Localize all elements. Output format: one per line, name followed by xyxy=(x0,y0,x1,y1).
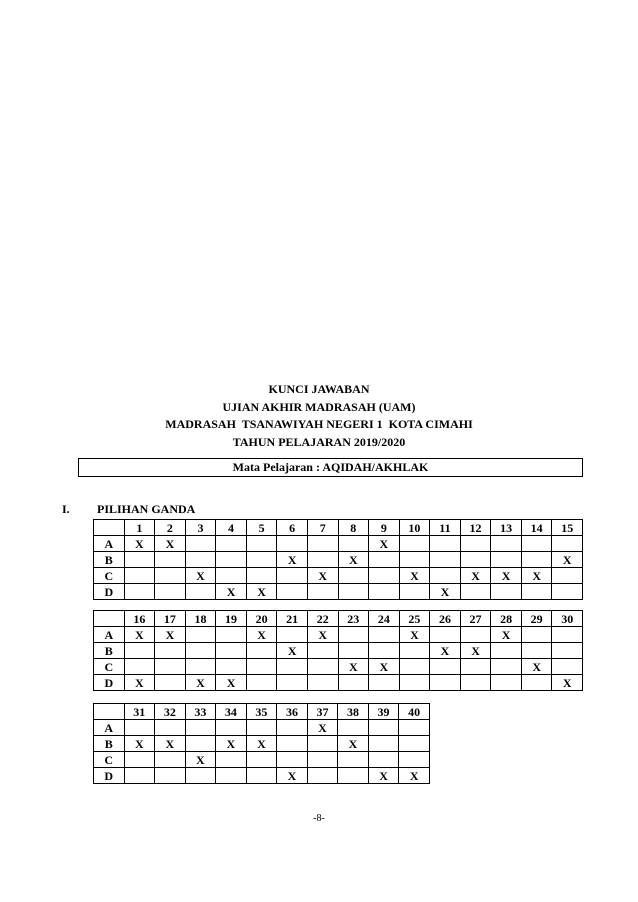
answer-cell: X xyxy=(124,736,155,752)
option-row xyxy=(94,552,583,568)
answer-cell: X xyxy=(399,627,430,643)
page-number: -8- xyxy=(313,813,325,824)
answer-cell xyxy=(155,752,186,768)
answer-cell: X xyxy=(277,643,308,659)
question-number: 19 xyxy=(216,611,247,627)
question-number: 25 xyxy=(399,611,430,627)
answer-cell: X xyxy=(246,627,277,643)
answer-cell xyxy=(185,736,216,752)
answer-cell: X xyxy=(338,659,369,675)
title-line-exam-name: UJIAN AKHIR MADRASAH (UAM) xyxy=(222,399,416,414)
answer-cell xyxy=(491,643,522,659)
option-label: B xyxy=(94,736,125,752)
answer-cell xyxy=(185,536,216,552)
answer-cell xyxy=(460,659,491,675)
option-label: B xyxy=(94,552,125,568)
answer-cell xyxy=(216,627,247,643)
option-row xyxy=(94,643,583,659)
question-number: 22 xyxy=(307,611,338,627)
answer-cell xyxy=(552,643,583,659)
answer-cell xyxy=(246,659,277,675)
answer-cell: X xyxy=(368,768,399,784)
answer-cell: X xyxy=(491,568,522,584)
answer-cell xyxy=(185,643,216,659)
answer-cell xyxy=(307,584,338,600)
title-line-school-name: MADRASAH TSANAWIYAH NEGERI 1 KOTA CIMAHI xyxy=(165,417,473,431)
answer-cell xyxy=(124,552,155,568)
option-label: C xyxy=(94,752,125,768)
answer-cell xyxy=(399,736,430,752)
question-number: 39 xyxy=(368,704,399,720)
answer-cell xyxy=(491,659,522,675)
answer-cell xyxy=(552,568,583,584)
answer-cell xyxy=(338,675,369,691)
answer-cell xyxy=(246,675,277,691)
answer-cell xyxy=(491,584,522,600)
question-number: 32 xyxy=(155,704,186,720)
answer-cell: X xyxy=(460,568,491,584)
answer-cell xyxy=(338,568,369,584)
answer-cell xyxy=(155,659,186,675)
answer-cell xyxy=(369,627,400,643)
answer-cell xyxy=(552,584,583,600)
option-label: A xyxy=(94,536,125,552)
answer-cell xyxy=(338,643,369,659)
answer-cell xyxy=(185,659,216,675)
answer-cell xyxy=(185,584,216,600)
question-number: 38 xyxy=(338,704,369,720)
answer-cell xyxy=(369,552,400,568)
subject-box: Mata Pelajaran : AQIDAH/AKHLAK xyxy=(78,458,583,477)
question-number: 31 xyxy=(124,704,155,720)
answer-cell xyxy=(307,675,338,691)
answer-cell xyxy=(307,536,338,552)
question-number: 5 xyxy=(246,520,277,536)
answer-cell xyxy=(521,627,552,643)
answer-cell xyxy=(216,659,247,675)
option-row xyxy=(94,584,583,600)
answer-cell: X xyxy=(338,552,369,568)
answer-cell: X xyxy=(185,568,216,584)
answer-cell xyxy=(521,552,552,568)
answer-cell xyxy=(399,752,430,768)
answer-cell: X xyxy=(552,552,583,568)
answer-cell xyxy=(124,752,155,768)
answer-cell xyxy=(185,720,216,736)
option-label: A xyxy=(94,627,125,643)
answer-cell: X xyxy=(124,536,155,552)
answer-cell xyxy=(307,659,338,675)
answer-cell xyxy=(399,552,430,568)
answer-cell xyxy=(124,768,155,784)
question-number: 18 xyxy=(185,611,216,627)
section-number: I. xyxy=(62,502,70,516)
answer-cell: X xyxy=(521,568,552,584)
answer-cell xyxy=(460,536,491,552)
question-number: 36 xyxy=(277,704,308,720)
question-number: 28 xyxy=(491,611,522,627)
answer-cell xyxy=(491,675,522,691)
option-row xyxy=(94,536,583,552)
question-number: 24 xyxy=(369,611,400,627)
answer-cell xyxy=(307,768,338,784)
answer-cell xyxy=(246,643,277,659)
answer-cell xyxy=(185,627,216,643)
answer-cell xyxy=(216,552,247,568)
answer-cell xyxy=(460,675,491,691)
answer-cell: X xyxy=(430,584,461,600)
question-number: 2 xyxy=(155,520,186,536)
answer-cell xyxy=(338,627,369,643)
answer-cell xyxy=(430,568,461,584)
answer-key-table-31-40 xyxy=(93,703,430,784)
question-number: 7 xyxy=(307,520,338,536)
option-label: D xyxy=(94,584,125,600)
answer-cell: X xyxy=(521,659,552,675)
answer-cell: X xyxy=(307,568,338,584)
answer-cell: X xyxy=(185,752,216,768)
answer-cell xyxy=(399,720,430,736)
answer-cell xyxy=(460,552,491,568)
answer-cell xyxy=(216,643,247,659)
question-number: 15 xyxy=(552,520,583,536)
answer-cell xyxy=(399,536,430,552)
answer-cell xyxy=(491,536,522,552)
answer-cell: X xyxy=(399,568,430,584)
question-number-row xyxy=(94,611,583,627)
title-line-answer-key: KUNCI JAWABAN xyxy=(268,382,370,396)
answer-cell: X xyxy=(552,675,583,691)
answer-cell xyxy=(460,627,491,643)
answer-cell xyxy=(430,552,461,568)
answer-cell xyxy=(155,584,186,600)
answer-cell xyxy=(521,536,552,552)
question-number: 1 xyxy=(124,520,155,536)
corner-cell xyxy=(94,704,125,720)
option-row xyxy=(94,736,430,752)
title-line-academic-year: TAHUN PELAJARAN 2019/2020 xyxy=(232,434,406,449)
question-number-row xyxy=(94,704,430,720)
answer-cell: X xyxy=(124,627,155,643)
answer-cell xyxy=(338,768,369,784)
answer-cell xyxy=(124,720,155,736)
answer-cell xyxy=(368,736,399,752)
option-row xyxy=(94,768,430,784)
question-number: 35 xyxy=(246,704,277,720)
answer-cell xyxy=(369,675,400,691)
answer-cell: X xyxy=(369,659,400,675)
answer-cell xyxy=(277,736,308,752)
answer-cell xyxy=(369,568,400,584)
answer-cell xyxy=(124,659,155,675)
answer-cell xyxy=(246,552,277,568)
question-number: 9 xyxy=(369,520,400,536)
answer-cell xyxy=(277,675,308,691)
answer-cell xyxy=(124,643,155,659)
answer-cell xyxy=(552,536,583,552)
question-number: 8 xyxy=(338,520,369,536)
answer-cell xyxy=(155,675,186,691)
answer-cell xyxy=(338,752,369,768)
answer-cell xyxy=(399,675,430,691)
answer-cell: X xyxy=(246,584,277,600)
option-label: B xyxy=(94,643,125,659)
answer-cell xyxy=(369,584,400,600)
corner-cell xyxy=(94,520,125,536)
option-label: C xyxy=(94,659,125,675)
answer-cell xyxy=(246,720,277,736)
answer-cell xyxy=(216,720,247,736)
answer-cell xyxy=(277,536,308,552)
corner-cell xyxy=(94,611,125,627)
answer-cell xyxy=(338,584,369,600)
answer-cell xyxy=(246,768,277,784)
question-number: 23 xyxy=(338,611,369,627)
question-number: 30 xyxy=(552,611,583,627)
answer-cell xyxy=(277,568,308,584)
option-row xyxy=(94,568,583,584)
question-number: 34 xyxy=(216,704,247,720)
answer-cell xyxy=(491,552,522,568)
answer-cell xyxy=(307,752,338,768)
answer-cell xyxy=(155,568,186,584)
answer-cell: X xyxy=(491,627,522,643)
answer-cell xyxy=(338,720,369,736)
answer-cell: X xyxy=(307,720,338,736)
answer-cell xyxy=(246,536,277,552)
answer-cell xyxy=(521,643,552,659)
answer-cell xyxy=(277,584,308,600)
question-number: 33 xyxy=(185,704,216,720)
answer-cell xyxy=(521,675,552,691)
answer-cell xyxy=(185,552,216,568)
question-number: 3 xyxy=(185,520,216,536)
answer-cell xyxy=(552,659,583,675)
question-number: 37 xyxy=(307,704,338,720)
answer-cell: X xyxy=(155,627,186,643)
answer-cell xyxy=(430,675,461,691)
answer-cell xyxy=(155,768,186,784)
answer-cell xyxy=(185,768,216,784)
answer-cell: X xyxy=(307,627,338,643)
answer-cell: X xyxy=(277,552,308,568)
option-label: D xyxy=(94,675,125,691)
question-number: 16 xyxy=(124,611,155,627)
answer-cell xyxy=(277,627,308,643)
question-number: 27 xyxy=(460,611,491,627)
answer-cell xyxy=(155,643,186,659)
question-number-row xyxy=(94,520,583,536)
answer-cell xyxy=(399,643,430,659)
option-label: A xyxy=(94,720,125,736)
answer-cell xyxy=(246,752,277,768)
answer-cell xyxy=(277,659,308,675)
answer-cell xyxy=(307,643,338,659)
question-number: 6 xyxy=(277,520,308,536)
answer-cell xyxy=(124,584,155,600)
answer-cell xyxy=(430,536,461,552)
answer-cell: X xyxy=(216,736,247,752)
question-number: 14 xyxy=(521,520,552,536)
answer-cell xyxy=(552,627,583,643)
question-number: 29 xyxy=(521,611,552,627)
answer-cell: X xyxy=(216,584,247,600)
answer-cell xyxy=(277,720,308,736)
answer-cell: X xyxy=(277,768,308,784)
question-number: 10 xyxy=(399,520,430,536)
question-number: 20 xyxy=(246,611,277,627)
answer-cell: X xyxy=(124,675,155,691)
answer-cell xyxy=(277,752,308,768)
answer-cell xyxy=(460,584,491,600)
answer-cell xyxy=(430,659,461,675)
answer-key-table-1-15 xyxy=(93,519,583,600)
question-number: 11 xyxy=(430,520,461,536)
question-number: 40 xyxy=(399,704,430,720)
option-row xyxy=(94,752,430,768)
answer-cell xyxy=(307,552,338,568)
option-label: D xyxy=(94,768,125,784)
document-title-block xyxy=(0,381,638,451)
answer-cell: X xyxy=(155,736,186,752)
answer-cell: X xyxy=(338,736,369,752)
option-label: C xyxy=(94,568,125,584)
answer-cell xyxy=(521,584,552,600)
option-row xyxy=(94,627,583,643)
question-number: 4 xyxy=(216,520,247,536)
option-row xyxy=(94,675,583,691)
answer-cell xyxy=(216,536,247,552)
question-number: 13 xyxy=(491,520,522,536)
answer-cell xyxy=(368,752,399,768)
answer-cell xyxy=(399,584,430,600)
answer-cell xyxy=(216,568,247,584)
answer-cell: X xyxy=(246,736,277,752)
answer-cell xyxy=(399,659,430,675)
answer-cell xyxy=(155,552,186,568)
answer-cell xyxy=(338,536,369,552)
section-title: PILIHAN GANDA xyxy=(97,502,196,516)
answer-cell xyxy=(155,720,186,736)
answer-cell xyxy=(216,768,247,784)
answer-cell xyxy=(307,736,338,752)
answer-cell xyxy=(368,720,399,736)
question-number: 17 xyxy=(155,611,186,627)
answer-cell: X xyxy=(460,643,491,659)
answer-cell xyxy=(246,568,277,584)
answer-key-table-16-30 xyxy=(93,610,583,691)
answer-cell: X xyxy=(155,536,186,552)
answer-cell: X xyxy=(399,768,430,784)
answer-cell xyxy=(216,752,247,768)
question-number: 21 xyxy=(277,611,308,627)
answer-cell: X xyxy=(369,536,400,552)
question-number: 26 xyxy=(430,611,461,627)
option-row xyxy=(94,659,583,675)
question-number: 12 xyxy=(460,520,491,536)
option-row xyxy=(94,720,430,736)
answer-cell: X xyxy=(185,675,216,691)
answer-cell xyxy=(369,643,400,659)
answer-cell: X xyxy=(216,675,247,691)
answer-cell xyxy=(430,627,461,643)
answer-cell xyxy=(124,568,155,584)
answer-cell: X xyxy=(430,643,461,659)
